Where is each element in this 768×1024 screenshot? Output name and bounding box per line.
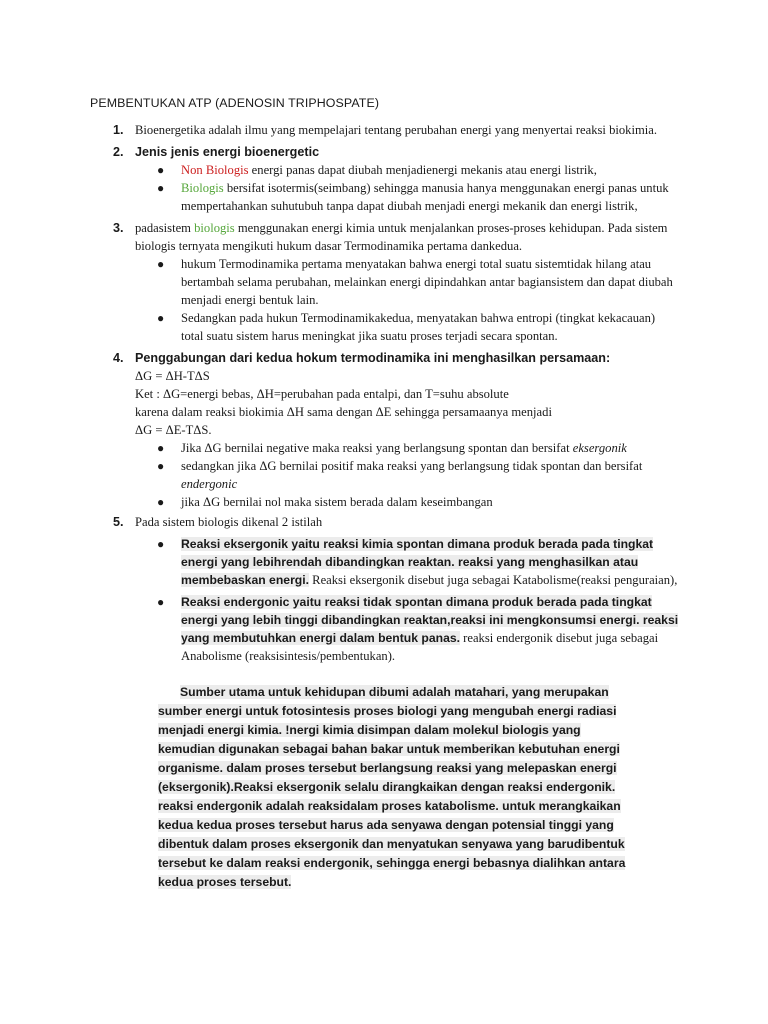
equation-note: Ket : ΔG=energi bebas, ΔH=perubahan pada entalpi, dan T=suhu absolute — [135, 387, 509, 401]
bullet-item — [135, 493, 680, 511]
colored-term: Biologis — [181, 181, 224, 195]
bullet-text: energi panas dapat diubah menjadienergi mekanis atau energi listrik, — [248, 163, 597, 177]
italic-term: endergonic — [181, 477, 238, 491]
list-item-3 — [90, 219, 680, 255]
item-number: 2. — [113, 145, 124, 159]
item-heading: Jenis jenis energi bioenergetic — [135, 145, 320, 159]
bullet-list — [90, 255, 680, 345]
bullet-list — [90, 439, 680, 511]
item-number: 1. — [113, 123, 124, 137]
document-title: PEMBENTUKAN ATP (ADENOSIN TRIPHOSPATE) — [90, 96, 380, 110]
bullet-dot: ● — [157, 181, 165, 195]
paragraph-text: Sumber utama untuk kehidupan dibumi adalah matahari, yang merupakan sumber energi untuk fotosintesis proses biologi yang mengubah energi radiasi menjadi energi kimia. !nergi kimia disimpan dalam molekul biologis yang kemudian digunakan sebagai bahan bakar untuk memberikan kebutuhan energi organisme. dalam proses tersebut berlangsung reaksi yang melepaskan energi (eksergonik).Reaksi eksergonik selalu dirangkaikan dengan reaksi endergonik. reaksi endergonik adalah reaksidalam proses katabolisme. untuk merangkaikan kedua kedua proses tersebut harus ada senyawa dengan potensial tinggi yang dibentuk dalam proses eksergonik dan menyatukan senyawa yang barudibentuk tersebut ke dalam reaksi endergonik, sehingga energi bebasnya dialihkan antara kedua proses tersebut. — [158, 685, 626, 889]
highlighted-text: Reaksi endergonic yaitu reaksi tidak spontan dimana produk berada pada tingkat energi yang lebih tinggi dibandingkan reaktan,reaksi ini mengkonsumsi energi. reaksi yang membutuhkan energi dalam bentuk panas. — [181, 595, 679, 645]
bullet-text: reaksi endergonik disebut juga sebagai Anabolisme (reaksisintesis/pembentukan). — [181, 631, 659, 663]
bullet-dot: ● — [157, 595, 165, 609]
bullet-dot: ● — [157, 537, 165, 551]
bullet-dot: ● — [157, 257, 165, 271]
item-number: 4. — [113, 351, 124, 365]
bullet-list — [90, 161, 680, 215]
document-body — [90, 121, 680, 892]
italic-term: eksergonik — [572, 441, 627, 455]
list-item-1 — [90, 121, 680, 139]
colored-term: biologis — [194, 221, 235, 235]
item-number: 3. — [113, 221, 124, 235]
bullet-text: bersifat isotermis(seimbang) sehingga manusia hanya menggunakan energi panas untuk mempertahankan suhutubuh tanpa dapat diubah menjadi energi mekanik dan energi listrik, — [181, 181, 669, 213]
list-item-2 — [90, 143, 680, 161]
bullet-dot: ● — [157, 163, 165, 177]
list-item-4 — [90, 349, 680, 439]
bullet-item — [135, 179, 680, 215]
item-text: Bioenergetika adalah ilmu yang mempelajari tentang perubahan energi yang menyertai reaksi biokimia. — [135, 123, 657, 137]
bullet-item — [135, 255, 680, 309]
item-text-post: menggunakan energi kimia untuk menjalankan proses-proses kehidupan. Pada sistem biologis ternyata mengikuti hukum dasar Termodinamika pertama dankedua. — [135, 221, 668, 253]
bullet-dot: ● — [157, 441, 165, 455]
list-item-5 — [90, 513, 680, 531]
equation-line: ΔG = ΔE-TΔS. — [135, 423, 212, 437]
bullet-item — [135, 457, 680, 493]
bullet-list — [90, 535, 680, 665]
bullet-text: Sedangkan pada hukun Termodinamikakedua, menyatakan bahwa entropi (tingkat kekacauan) total suatu sistem harus meningkat jika suatu proses terjadi secara spontan. — [181, 311, 656, 343]
highlighted-text: Reaksi eksergonik yaitu reaksi kimia spontan dimana produk berada pada tingkat energi yang lebihrendah dibandingkan reaktan. reaksi yang menghasilkan atau membebaskan energi. — [181, 537, 654, 587]
bullet-text: hukum Termodinamika pertama menyatakan bahwa energi total suatu sistemtidak hilang atau bertambah selama perubahan, melainkan energi dipindahkan antar bagiansistem dan dapat diubah menjadi energi bentuk lain. — [181, 257, 673, 307]
bullet-item — [135, 535, 680, 589]
bullet-item — [135, 309, 680, 345]
bullet-text: jika ΔG bernilai nol maka sistem berada dalam keseimbangan — [181, 495, 493, 509]
bullet-dot: ● — [157, 459, 165, 473]
item-text: Pada sistem biologis dikenal 2 istilah — [135, 515, 323, 529]
item-text-pre: padasistem — [135, 221, 195, 235]
bullet-item — [135, 161, 680, 179]
bullet-item — [135, 439, 680, 457]
bullet-text: sedangkan jika ΔG bernilai positif maka reaksi yang berlangsung tidak spontan dan bersifat — [181, 459, 643, 473]
summary-paragraph — [158, 683, 640, 892]
bullet-dot: ● — [157, 495, 165, 509]
bullet-item — [135, 593, 680, 665]
item-number: 5. — [113, 515, 124, 529]
equation-note: karena dalam reaksi biokimia ΔH sama dengan ΔE sehingga persamaanya menjadi — [135, 405, 552, 419]
equation-line: ΔG = ΔH-TΔS — [135, 369, 210, 383]
bullet-dot: ● — [157, 311, 165, 325]
bullet-text: Jika ΔG bernilai negative maka reaksi yang berlangsung spontan dan bersifat — [181, 441, 573, 455]
item-heading: Penggabungan dari kedua hokum termodinamika ini menghasilkan persamaan: — [135, 351, 611, 365]
bullet-text: Reaksi eksergonik disebut juga sebagai Katabolisme(reaksi penguraian), — [309, 573, 678, 587]
colored-term: Non Biologis — [181, 163, 249, 177]
